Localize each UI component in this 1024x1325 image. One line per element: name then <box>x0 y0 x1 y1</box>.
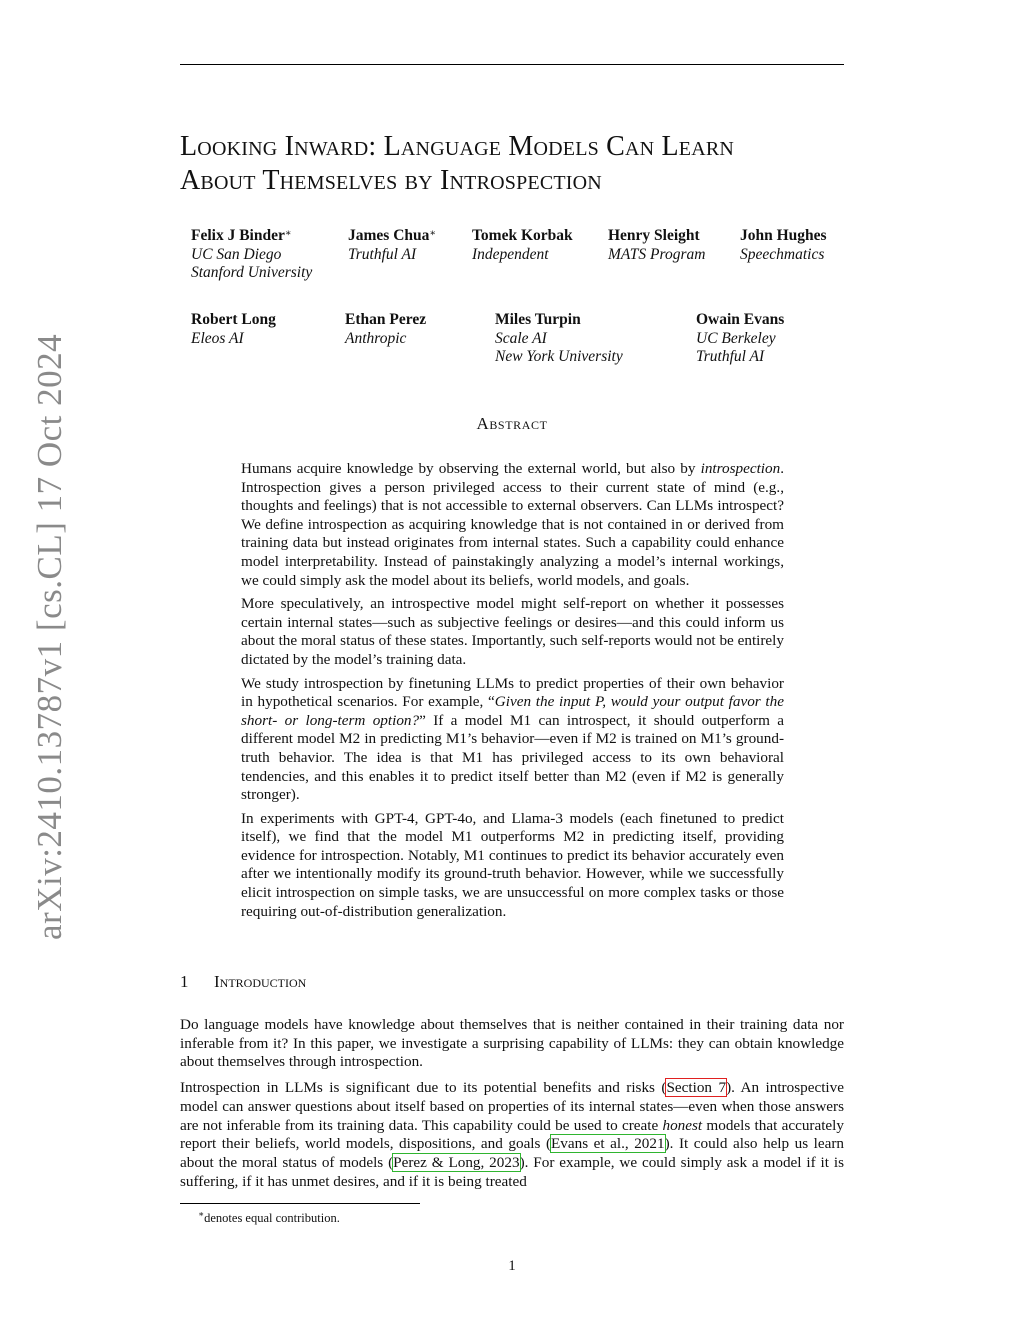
title-line-2: About Themselves by Introspection <box>180 165 602 196</box>
introduction-body <box>180 1016 844 1198</box>
title-line-1: Looking Inward: Language Models Can Learn <box>180 131 735 162</box>
citation-link-perez[interactable]: Perez & Long, 2023 <box>393 1153 520 1171</box>
author-long: Robert Long Eleos AI <box>191 311 276 347</box>
intro-paragraph: Do language models have knowledge about themselves that is neither contained in their training data nor inferable from it? In this paper, we investigate a surprising capability of LLMs: they can obtain knowledge about themselves through introspection. <box>180 1016 844 1071</box>
top-rule <box>180 64 844 65</box>
abstract-paragraph: We study introspection by finetuning LLMs to predict properties of their own behavior in hypothetical scenarios. For example, “Given the input P, would your output favor the short- or long-term option?” If a model M1 can introspect, it should outperform a different model M2 in predicting M1’s behavior—even if M2 is trained on M1’s ground-truth behavior. The idea is that M1 has privileged access to its own behavioral tendencies, and this enables it to predict itself better than M2 (even if M2 is generally stronger). <box>241 674 784 804</box>
abstract-body <box>241 460 784 926</box>
citation-link-evans[interactable]: Evans et al., 2021 <box>551 1135 665 1153</box>
intro-paragraph: Introspection in LLMs is significant due to its potential benefits and risks (Section 7). An introspective model can answer questions about itself based on properties of its internal states—even when those answers are not inferable from its training data. This capability could be used to create honest models that accurately report their beliefs, world models, dispositions, and goals (Evans et al., 2021). It could also help us learn about the moral status of models (Perez & Long, 2023). For example, we could simply ask a model if it is suffering, if it has unmet desires, and if it is being treated <box>180 1079 845 1190</box>
abstract-paragraph: In experiments with GPT-4, GPT-4o, and Llama-3 models (each finetuned to predict itself), we find that the model M1 outperforms M2 in predicting itself, providing evidence for introspection. Notably, M1 continues to predict its behavior accurately even after we intentionally modify its ground-truth behavior. However, while we successfully elicit introspection on simple tasks, we are unsuccessful on more complex tasks or those requiring out-of-distribution generalization. <box>241 809 784 920</box>
abstract-paragraph: More speculatively, an introspective model might self-report on whether it possesses certain internal states—such as subjective feelings or desires—and this could inform us about the moral status of these states. Importantly, such self-reports would not be entirely dictated by the model’s training data. <box>241 595 784 668</box>
author-chua: James Chua∗ Truthful AI <box>348 227 437 263</box>
author-sleight: Henry Sleight MATS Program <box>608 227 706 263</box>
author-turpin: Miles Turpin Scale AI New York University <box>495 311 623 365</box>
author-binder: Felix J Binder∗ UC San Diego Stanford University <box>191 227 313 281</box>
author-korbak: Tomek Korbak Independent <box>472 227 573 263</box>
abstract-heading: Abstract <box>476 414 548 433</box>
author-evans: Owain Evans UC Berkeley Truthful AI <box>696 311 785 365</box>
footnote-rule <box>180 1203 420 1204</box>
footnote: ∗denotes equal contribution. <box>198 1209 340 1226</box>
page-number: 1 <box>508 1258 516 1274</box>
abstract-paragraph: Humans acquire knowledge by observing the external world, but also by introspection. Introspection gives a person privileged access to their current state of mind (e.g., thoughts and feelings) that is not accessible to external observers. Can LLMs introspect? We define introspection as acquiring knowledge that is not contained in or derived from training data but instead originates from internal states. Such a capability could enhance model interpretability. Instead of painstakingly analyzing a model’s internal workings, we could simply ask the model about its beliefs, world models, and goals. <box>241 460 784 589</box>
section-heading-introduction: 1 Introduction <box>180 972 307 991</box>
author-hughes: John Hughes Speechmatics <box>740 227 827 263</box>
author-perez: Ethan Perez Anthropic <box>345 311 427 347</box>
section-link[interactable]: Section 7 <box>666 1079 727 1097</box>
paper-title <box>180 130 860 198</box>
arxiv-identifier: arXiv:2410.13787v1 [cs.CL] 17 Oct 2024 <box>30 333 69 940</box>
